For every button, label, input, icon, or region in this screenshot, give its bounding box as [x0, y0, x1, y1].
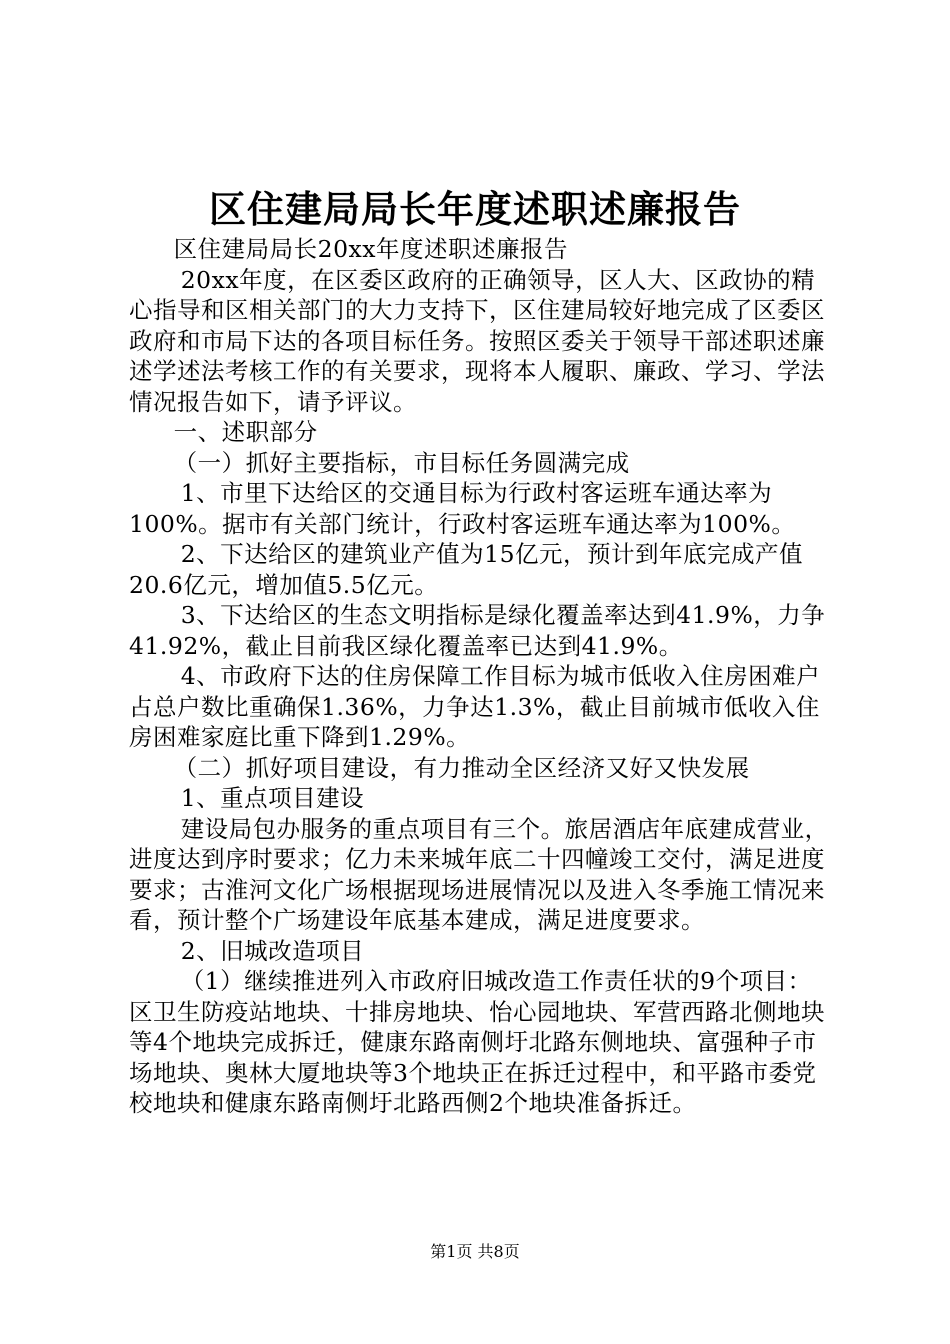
paragraph-intro: 20xx年度，在区委区政府的正确领导，区人大、区政协的精心指导和区相关部门的大力支持下，区住建局较好地完成了区委区政府和市局下达的各项目标任务。按照区委关于领导干部述职述廉述学述法考核工作的有关要求，现将本人履职、廉政、学习、学法情况报告如下，请予评议。	[129, 265, 825, 416]
paragraph-item-1: 1、市里下达给区的交通目标为行政村客运班车通达率为100%。据市有关部门统计，行政村客运班车通达率为100%。	[129, 479, 796, 538]
paragraph-item-4: 4、市政府下达的住房保障工作目标为城市低收入住房困难户占总户数比重确保1.36%，力争达1.3%，截止目前城市低收入住房困难家庭比重下降到1.29%。	[129, 662, 821, 751]
document-body	[129, 234, 833, 1119]
subsection-heading-1: （一）抓好主要指标，市目标任务圆满完成	[173, 448, 630, 477]
page-number-footer: 第1页 共8页	[430, 1242, 520, 1261]
paragraph-item-3: 3、下达给区的生态文明指标是绿化覆盖率达到41.9%，力争41.92%，截止目前我区绿化覆盖率已达到41.9%。	[129, 601, 826, 660]
item-heading-key-projects: 1、重点项目建设	[180, 784, 365, 812]
document-title: 区住建局局长年度述职述廉报告	[209, 187, 741, 231]
subsection-heading-2: （二）抓好项目建设，有力推动全区经济又好又快发展	[173, 753, 750, 782]
paragraph-item-2: 2、下达给区的建筑业产值为15亿元，预计到年底完成产值20.6亿元，增加值5.5亿元。	[129, 540, 804, 599]
paragraph-subtitle: 区住建局局长20xx年度述职述廉报告	[173, 235, 569, 263]
paragraph-key-projects: 建设局包办服务的重点项目有三个。旅居酒店年底建成营业，进度达到序时要求；亿力未来城年底二十四幢竣工交付，满足进度要求；古淮河文化广场根据现场进展情况以及进入冬季施工情况来看，预计整个广场建设年底基本建成，满足进度要求。	[129, 814, 829, 934]
item-heading-old-city: 2、旧城改造项目	[180, 936, 365, 965]
section-heading-1: 一、述职部分	[173, 418, 318, 446]
paragraph-old-city: （1）继续推进列入市政府旧城改造工作责任状的9个项目：区卫生防疫站地块、十排房地块、怡心园地块、军营西路北侧地块等4个地块完成拆迁，健康东路南侧圩北路东侧地块、富强种子市场地块、奥林大厦地块等3个地块正在拆迁过程中，和平路市委党校地块和健康东路南侧圩北路西侧2个地块准备拆迁。	[129, 967, 825, 1117]
